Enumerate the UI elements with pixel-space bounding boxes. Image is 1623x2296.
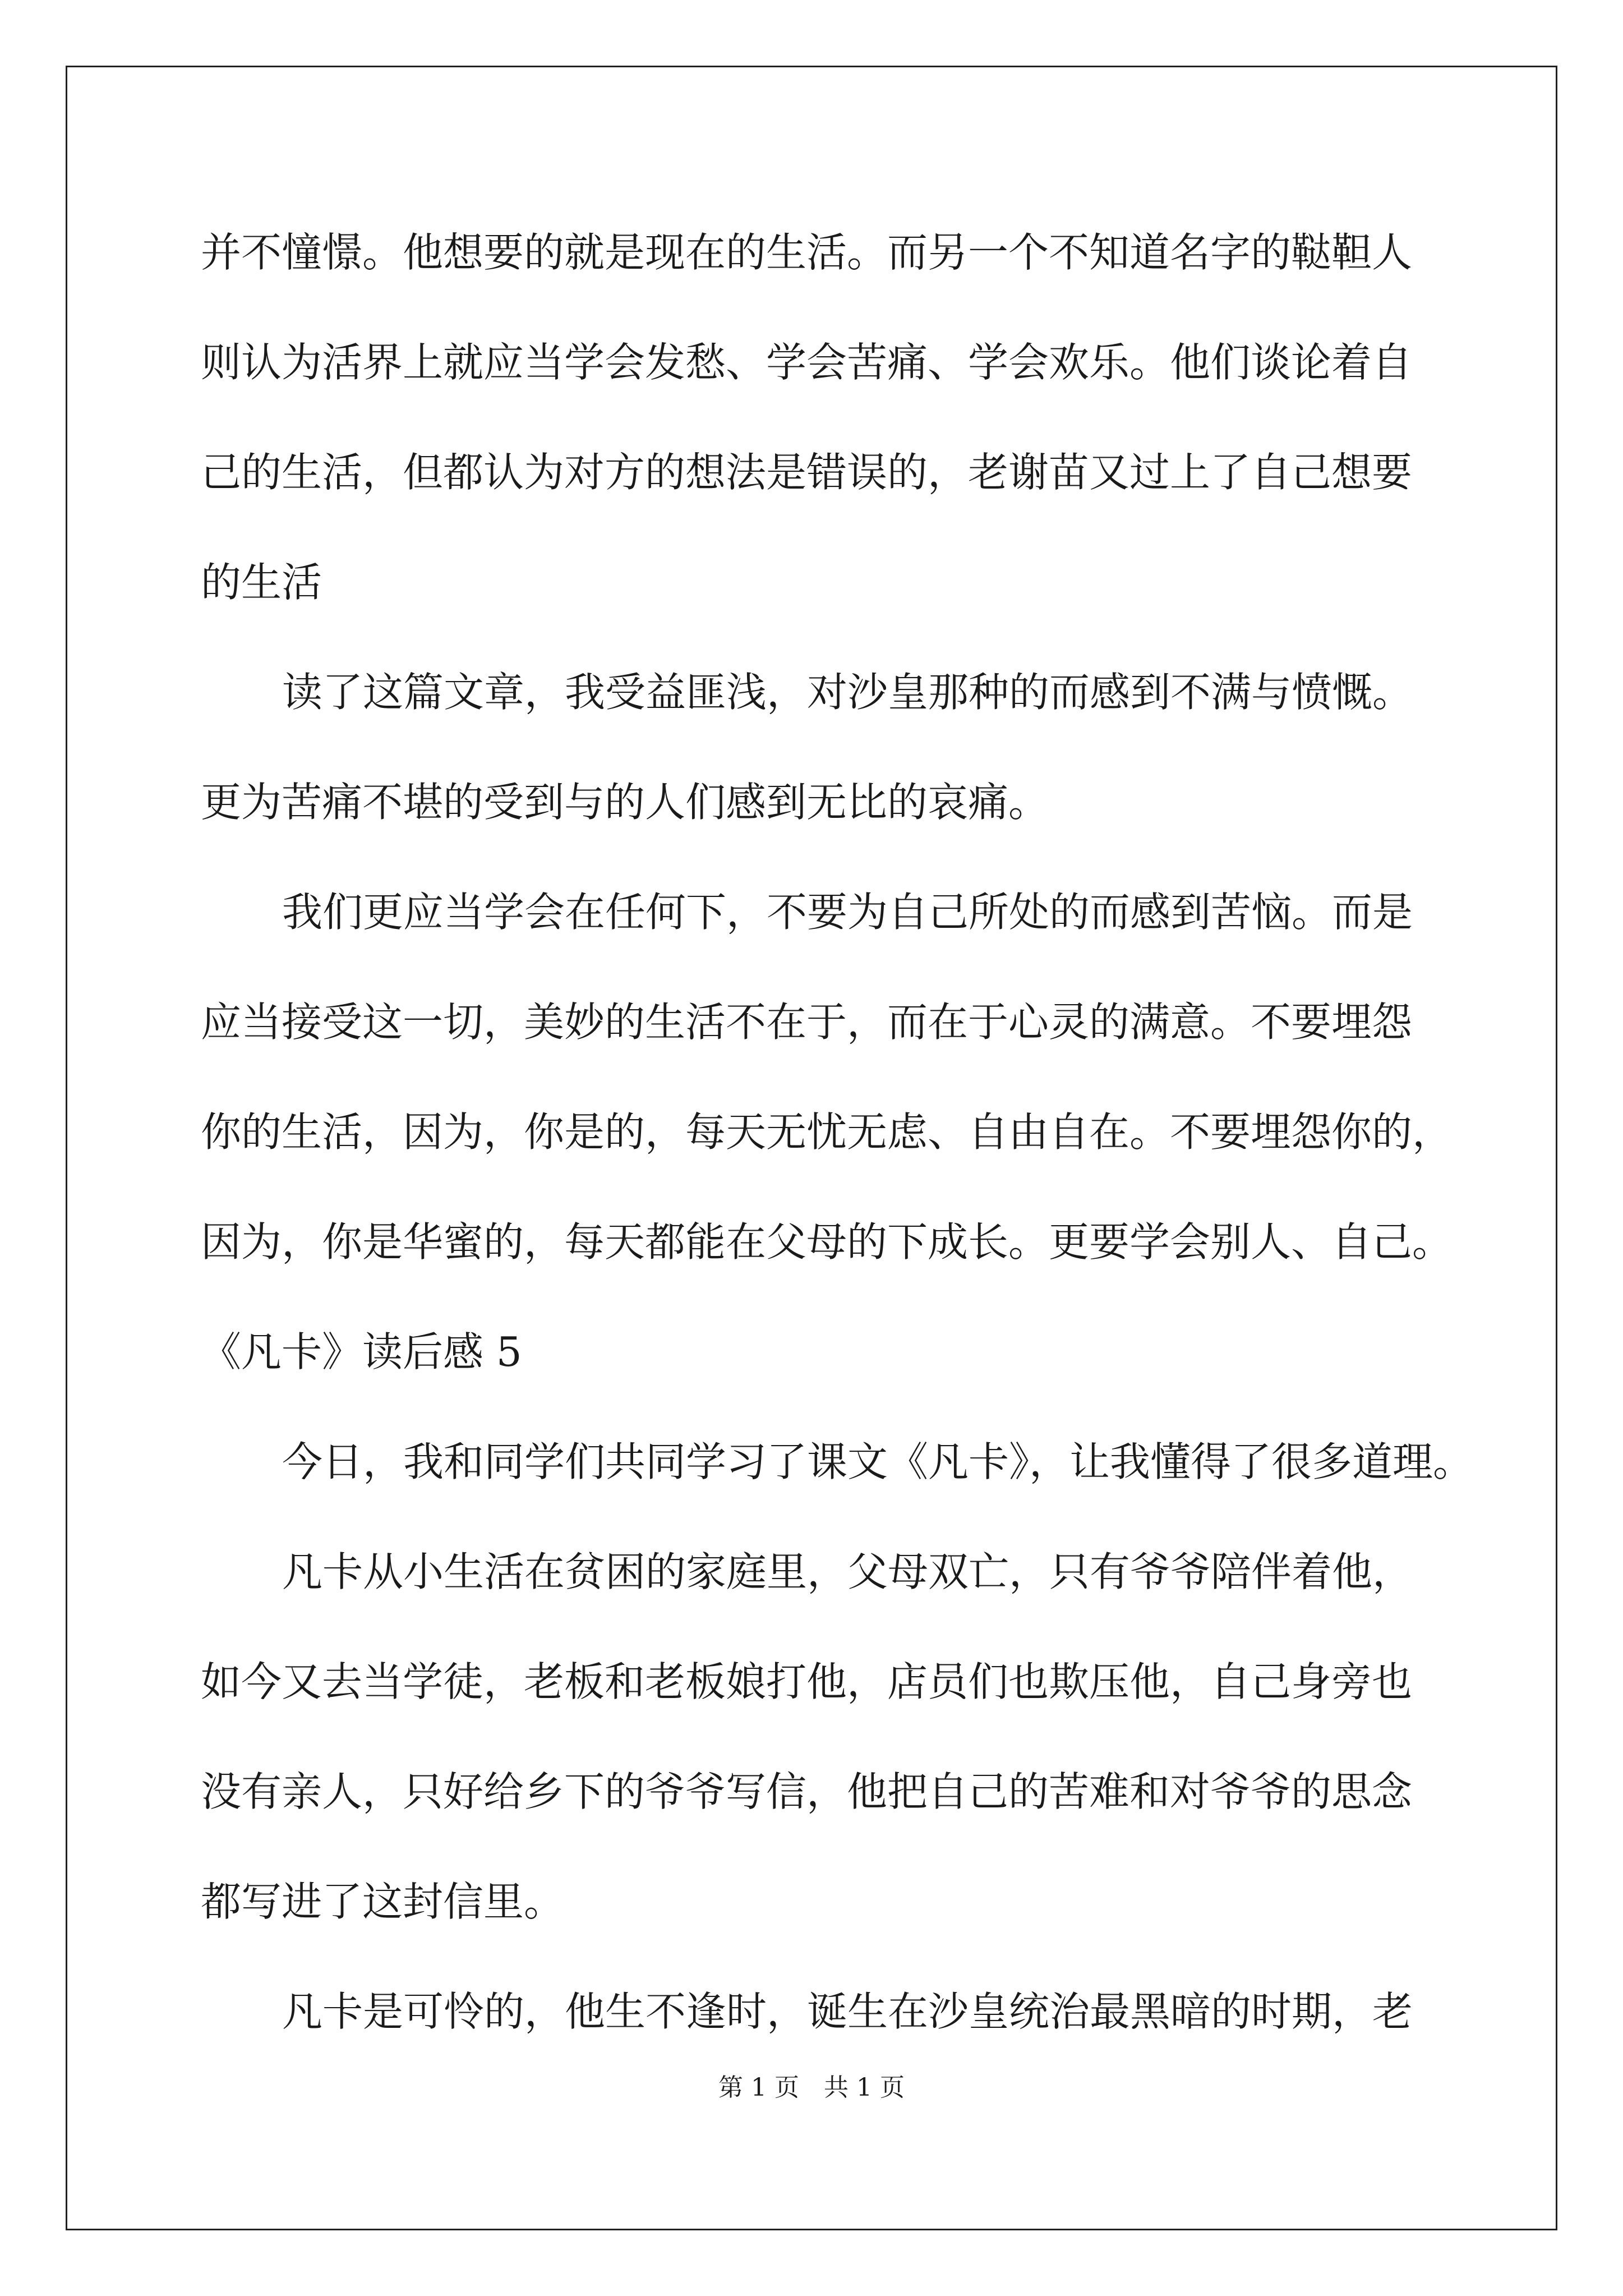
- text-line: 没有亲人，只好给乡下的爷爷写信，他把自己的苦难和对爷爷的思念: [201, 1768, 1413, 1815]
- text-line: 如今又去当学徒，老板和老板娘打他，店员们也欺压他，自己身旁也: [201, 1658, 1413, 1705]
- text-line: 更为苦痛不堪的受到与的人们感到无比的哀痛。: [201, 779, 1049, 826]
- section-heading: 《凡卡》读后感 5: [201, 1328, 522, 1375]
- paragraph-first-line: 读了这篇文章，我受益匪浅，对沙皇那种的而感到不满与愤慨。: [282, 669, 1413, 716]
- text-line: 己的生活，但都认为对方的想法是错误的，老谢苗又过上了自己想要: [201, 449, 1413, 496]
- text-line: 应当接受这一切，美妙的生活不在于，而在于心灵的满意。不要埋怨: [201, 999, 1413, 1046]
- document-body: [201, 210, 1474, 2079]
- text-line: 都写进了这封信里。: [201, 1878, 565, 1925]
- text-line: 你的生活，因为，你是的，每天无忧无虑、自由自在。不要埋怨你的，: [201, 1108, 1453, 1156]
- page-number-footer: 第 1 页 共 1 页: [718, 2073, 905, 2102]
- text-line: 因为，你是华蜜的，每天都能在父母的下成长。更要学会别人、自己。: [201, 1218, 1453, 1266]
- paragraph-first-line: 我们更应当学会在任何下，不要为自己所处的而感到苦恼。而是: [282, 889, 1413, 936]
- paragraph-first-line: 凡卡从小生活在贫困的家庭里，父母双亡，只有爷爷陪伴着他，: [282, 1548, 1413, 1595]
- paragraph-first-line: 今日，我和同学们共同学习了课文《凡卡》，让我懂得了很多道理。: [282, 1438, 1474, 1485]
- paragraph-first-line: 凡卡是可怜的，他生不逢时，诞生在沙皇统治最黑暗的时期，老: [282, 1988, 1413, 2035]
- text-line: 并不憧憬。他想要的就是现在的生活。而另一个不知道名字的鞑靼人: [201, 229, 1413, 276]
- text-line: 则认为活界上就应当学会发愁、学会苦痛、学会欢乐。他们谈论着自: [201, 339, 1413, 386]
- text-line: 的生活: [201, 559, 322, 606]
